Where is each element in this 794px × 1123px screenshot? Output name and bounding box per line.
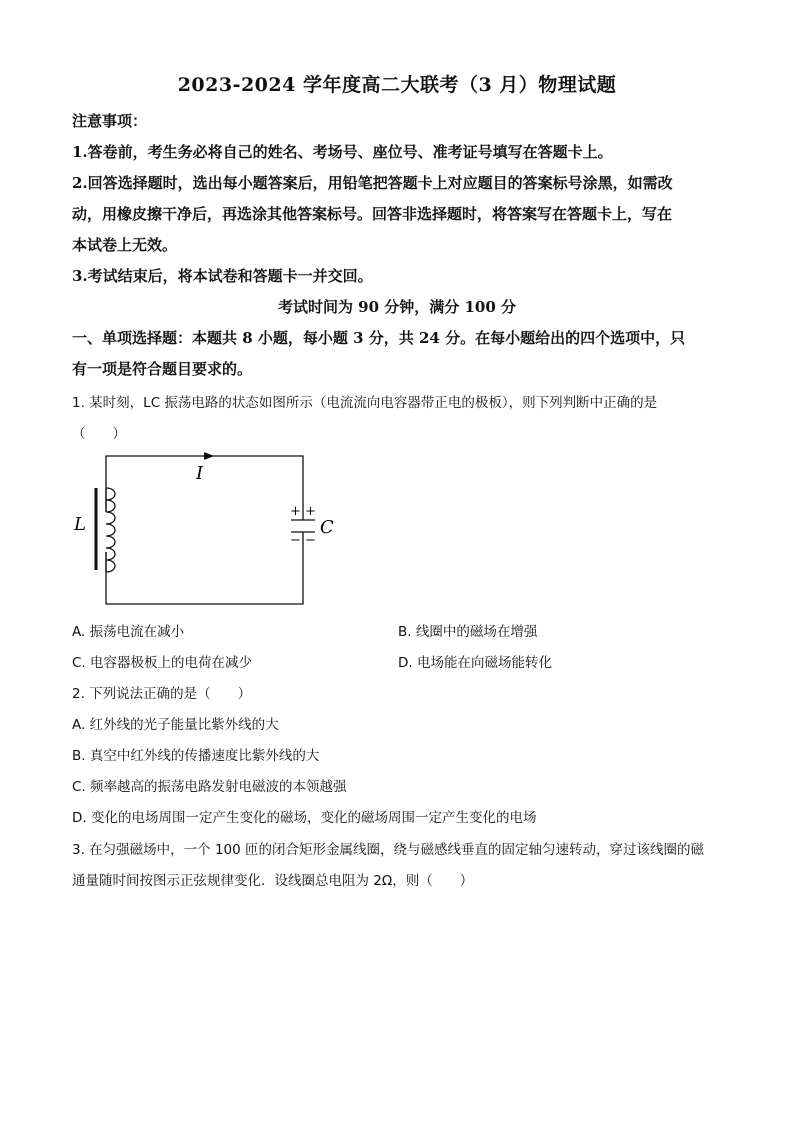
section-heading-line-2: 有一项是符合题目要求的。	[72, 360, 253, 378]
notice-item-2-line-1: 2.回答选择题时，选出每小题答案后，用铅笔把答题卡上对应题目的答案标号涂黑，如需改	[72, 174, 673, 192]
question-2-stem: 2. 下列说法正确的是（ ）	[72, 686, 252, 702]
inductor-label: L	[74, 514, 86, 535]
question-1-option-d: D. 电场能在向磁场能转化	[398, 655, 552, 671]
question-2-option-a: A. 红外线的光子能量比紫外线的大	[72, 717, 279, 733]
notice-item-2-line-2: 动，用橡皮擦干净后，再选涂其他答案标号。回答非选择题时，将答案写在答题卡上，写在	[72, 205, 673, 223]
minus-signs: − −	[290, 533, 316, 548]
notice-item-2-line-3: 本试卷上无效。	[72, 236, 178, 254]
question-1-option-a: A. 振荡电流在减小	[72, 624, 185, 640]
question-3-stem-line-2: 通量随时间按图示正弦规律变化．设线圈总电阻为 2Ω，则（ ）	[72, 873, 474, 889]
notice-item-3: 3.考试结束后，将本试卷和答题卡一并交回。	[72, 267, 373, 285]
plus-signs: + +	[290, 504, 316, 519]
section-heading-line-1: 一、单项选择题：本题共 8 小题，每小题 3 分，共 24 分。在每小题给出的四个选项中，只	[72, 329, 686, 347]
question-1-option-c: C. 电容器极板上的电荷在减少	[72, 655, 253, 671]
question-2-option-d: D. 变化的电场周围一定产生变化的磁场，变化的磁场周围一定产生变化的电场	[72, 810, 537, 826]
question-2-option-b: B. 真空中红外线的传播速度比紫外线的大	[72, 748, 320, 764]
question-1-stem-bracket: （ ）	[72, 426, 126, 442]
capacitor-label: C	[320, 517, 334, 538]
page-title: 2023-2024 学年度高二大联考（3 月）物理试题	[177, 74, 617, 96]
circuit-wire	[106, 540, 303, 604]
current-arrow-icon	[204, 452, 214, 460]
inductor-coil-icon	[106, 488, 115, 572]
exam-info: 考试时间为 90 分钟，满分 100 分	[277, 298, 517, 316]
current-label: I	[196, 463, 204, 484]
notice-heading: 注意事项：	[72, 112, 148, 130]
circuit-wire	[106, 456, 303, 512]
question-2-option-c: C. 频率越高的振荡电路发射电磁波的本领越强	[72, 779, 347, 795]
question-1-option-b: B. 线圈中的磁场在增强	[398, 624, 538, 640]
question-1-stem: 1. 某时刻，LC 振荡电路的状态如图所示（电流流向电容器带正电的极板），则下列判断中正确的是	[72, 395, 658, 411]
question-3-stem-line-1: 3. 在匀强磁场中，一个 100 匝的闭合矩形金属线圈，绕与磁感线垂直的固定轴匀速转动，穿过该线圈的磁	[72, 842, 705, 858]
lc-circuit-diagram	[70, 448, 340, 610]
notice-item-1: 1.答卷前，考生务必将自己的姓名、考场号、座位号、准考证号填写在答题卡上。	[72, 143, 613, 161]
